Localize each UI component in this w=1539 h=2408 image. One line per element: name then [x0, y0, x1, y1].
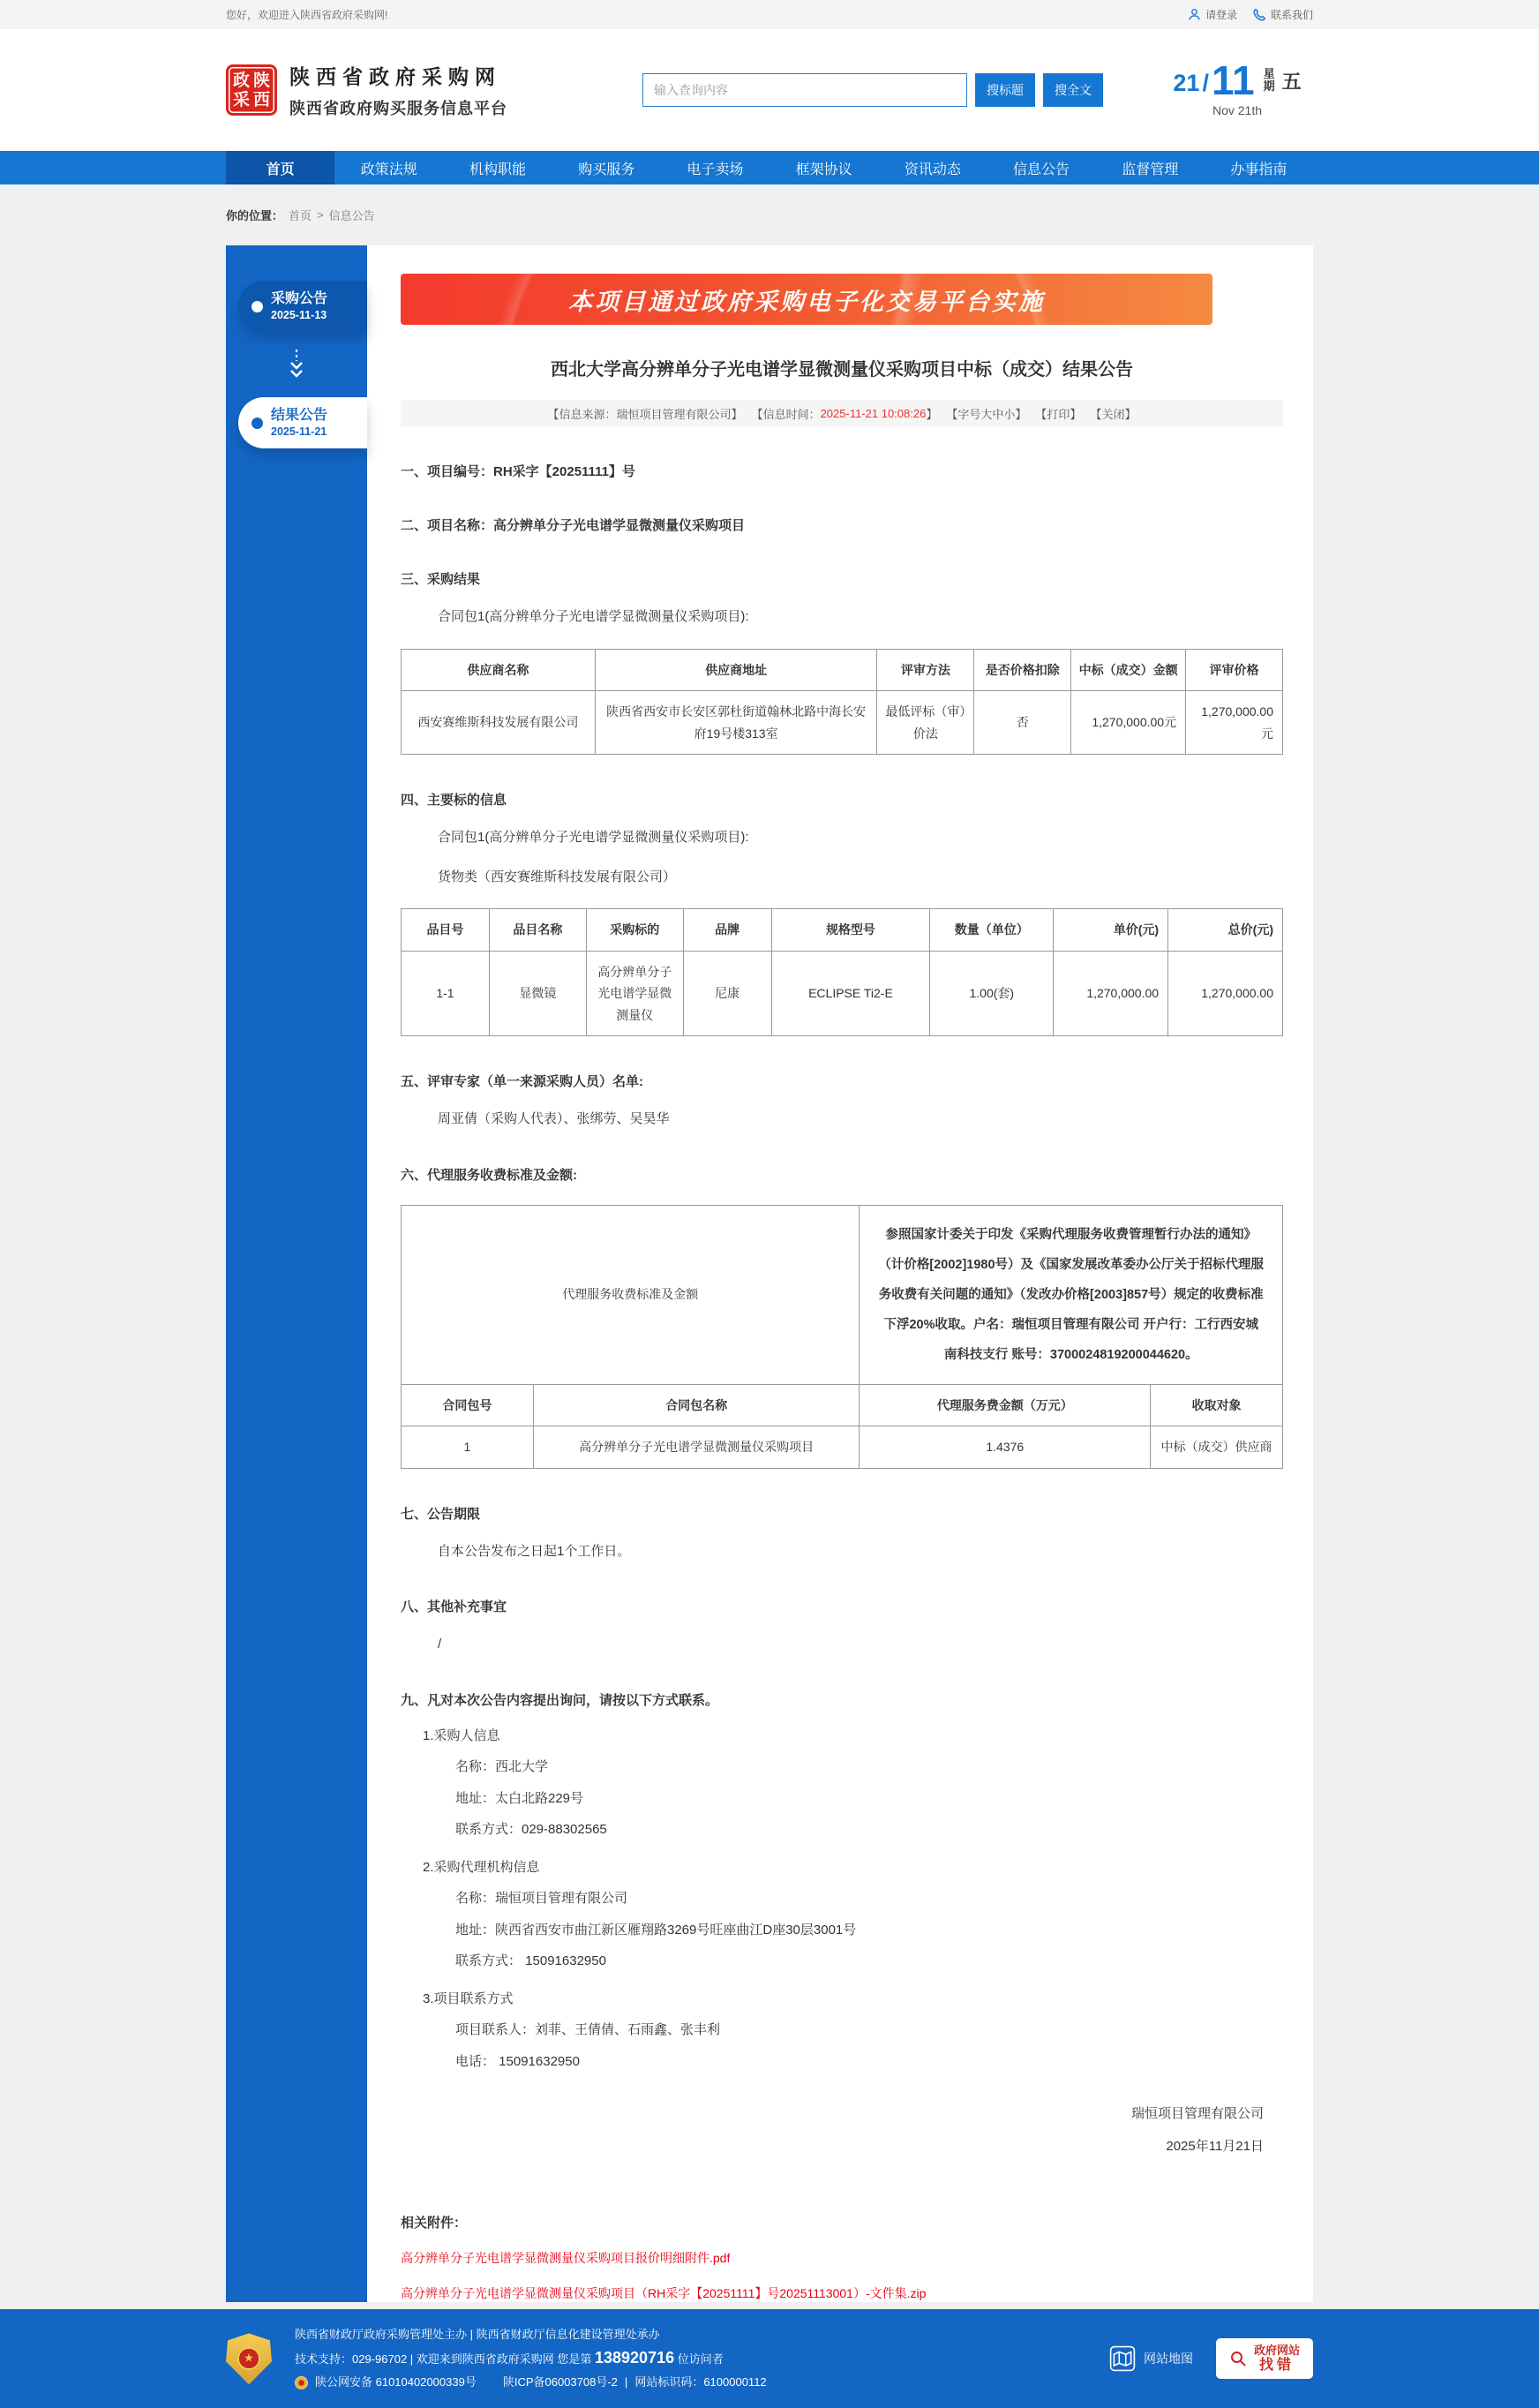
logo-char: 陕 — [252, 71, 270, 90]
public-security-filing-link[interactable]: 陕公网安备 61010402000339号 — [315, 2375, 477, 2389]
nav-item-news[interactable]: 资讯动态 — [904, 162, 961, 177]
nav-item-e-mall[interactable]: 电子卖场 — [687, 162, 744, 177]
footer-divider: | — [624, 2375, 628, 2389]
search-bar — [642, 73, 1103, 107]
step-label: 结果公告 — [271, 407, 328, 423]
breadcrumb-current[interactable]: 信息公告 — [328, 209, 375, 222]
fontsize-large-button[interactable]: 大 — [980, 407, 993, 421]
step-label: 采购公告 — [271, 290, 328, 306]
project-contact-title: 3.项目联系方式 — [423, 1990, 514, 2006]
breadcrumb-label: 你的位置： — [226, 209, 284, 222]
item-header-cell: 采购标的 — [586, 909, 683, 952]
footer-support-line — [295, 2346, 767, 2371]
meta-source: 【信息来源：瑞恒项目管理有限公司】 — [547, 407, 743, 421]
agency-address: 地址：陕西省西安市曲江新区雁翔路3269号旺座曲江D座30层3001号 — [455, 1922, 857, 1938]
nav-item-guide[interactable]: 办事指南 — [1230, 162, 1288, 177]
nav-item-framework[interactable]: 框架协议 — [795, 162, 852, 177]
week-day: 五 — [1281, 70, 1302, 93]
other-matters-text: / — [438, 1637, 442, 1652]
fee-amount-cell: 1.4376 — [860, 1426, 1151, 1469]
item-table-header-row — [402, 909, 1283, 952]
logo-char: 政 — [232, 71, 250, 90]
signature-company: 瑞恒项目管理有限公司 — [1130, 2106, 1264, 2122]
badge-line1: 政府网站 — [1253, 2343, 1300, 2357]
fee-header-cell: 合同包号 — [402, 1384, 534, 1426]
nav-item-policies[interactable]: 政策法规 — [360, 162, 417, 177]
fee-package-no-cell: 1 — [402, 1426, 534, 1469]
date-english: Nov 21th — [1212, 103, 1263, 118]
date-day: 21 — [1173, 69, 1200, 96]
footer-right-block — [1109, 2338, 1313, 2379]
welcome-text: 您好，欢迎进入陕西省政府采购网! — [226, 9, 388, 21]
section-project-name: 二、项目名称：高分辨单分子光电谱学显微测量仪采购项目 — [401, 518, 746, 533]
announcement-meta-bar — [401, 400, 1283, 426]
e-trading-platform-banner: 本项目通过政府采购电子化交易平台实施 — [401, 274, 1212, 325]
site-logo — [226, 64, 277, 116]
item-no-cell: 1-1 — [402, 951, 490, 1036]
nav-item-supervision[interactable]: 监督管理 — [1122, 162, 1179, 177]
nav-item-home[interactable]: 首页 — [226, 151, 334, 184]
nav-item-functions[interactable]: 机构职能 — [469, 162, 527, 177]
item-header-cell: 单价(元) — [1054, 909, 1168, 952]
procurement-subject-cell: 高分辨单分子光电谱学显微测量仪 — [586, 951, 683, 1036]
item-header-cell: 总价(元) — [1168, 909, 1283, 952]
date-slash: / — [1202, 69, 1209, 96]
search-fulltext-button[interactable]: 搜全文 — [1043, 73, 1103, 107]
result-header-cell: 评审价格 — [1186, 649, 1283, 691]
step-dot — [251, 418, 263, 429]
date-month: 11 — [1211, 56, 1255, 103]
site-subtitle: 陕西省政府购买服务信息平台 — [289, 100, 507, 117]
footer-support-text: 技术支持：029-96702 | 欢迎来到陕西省政府采购网 您是第 — [295, 2352, 595, 2367]
section-main-subject-info: 四、主要标的信息 — [401, 793, 507, 808]
nav-item-announcements[interactable]: 信息公告 — [1013, 162, 1070, 177]
section-project-number: 一、项目编号：RH采字【20251111】号 — [401, 464, 635, 479]
badge-line2: 找错 — [1258, 2357, 1295, 2373]
section-experts: 五、评审专家（单一来源采购人员）名单: — [401, 1074, 643, 1089]
site-titles — [289, 61, 507, 119]
meta-fontsize-label: 【字号 — [946, 407, 981, 421]
agency-name: 名称：瑞恒项目管理有限公司 — [455, 1891, 628, 1907]
map-icon — [1109, 2345, 1136, 2372]
site-identifier-code: 网站标识码：6100000112 — [634, 2375, 767, 2389]
breadcrumb — [226, 184, 1313, 245]
result-header-cell: 是否价格扣除 — [974, 649, 1071, 691]
fee-table-description-row — [402, 1205, 1283, 1384]
meta-time-end: 】 — [926, 407, 938, 421]
result-header-cell: 供应商名称 — [402, 649, 596, 691]
supplier-name-cell: 西安赛维斯科技发展有限公司 — [402, 691, 596, 755]
item-header-cell: 数量（单位） — [930, 909, 1054, 952]
breadcrumb-home[interactable]: 首页 — [289, 209, 312, 222]
result-table-header-row — [402, 649, 1283, 691]
visitor-count: 138920716 — [595, 2349, 675, 2367]
footer-visitor-suffix: 位访问者 — [674, 2352, 724, 2367]
meta-time-label: 【信息时间： — [751, 407, 821, 421]
agency-info-title: 2.采购代理机构信息 — [423, 1859, 540, 1875]
fee-package-name-cell: 高分辨单分子光电谱学显微测量仪采购项目 — [533, 1426, 860, 1469]
section-other-matters: 八、其他补充事宜 — [401, 1599, 507, 1615]
evaluated-price-cell: 1,270,000.00元 — [1186, 691, 1283, 755]
announcement-article — [367, 245, 1313, 2302]
main-nav — [0, 151, 1539, 184]
contact-label: 联系我们 — [1270, 9, 1313, 21]
search-title-button[interactable]: 搜标题 — [975, 73, 1035, 107]
agency-phone: 联系方式： 15091632950 — [455, 1953, 606, 1969]
date-widget — [1161, 56, 1313, 118]
site-header — [0, 29, 1539, 151]
total-price-cell: 1,270,000.00 — [1168, 951, 1283, 1036]
contract-package-line: 合同包1(高分辨单分子光电谱学显微测量仪采购项目): — [438, 609, 749, 624]
contact-link[interactable] — [1253, 7, 1313, 22]
item-header-cell: 品目名称 — [489, 909, 586, 952]
section-contact-methods: 九、凡对本次公告内容提出询问，请按以下方式联系。 — [401, 1692, 719, 1708]
topbar — [0, 0, 1539, 29]
fee-table-row — [402, 1426, 1283, 1469]
item-header-cell: 品目号 — [402, 909, 490, 952]
section-notice-period: 七、公告期限 — [401, 1506, 481, 1522]
logo-char: 西 — [252, 90, 270, 109]
breadcrumb-separator: > — [317, 208, 324, 222]
result-header-cell: 中标（成交）金额 — [1071, 649, 1186, 691]
item-header-cell: 规格型号 — [771, 909, 930, 952]
close-button[interactable]: 【关闭】 — [1090, 407, 1137, 421]
fee-label-cell: 代理服务收费标准及金额 — [402, 1205, 860, 1384]
fee-table-header-row — [402, 1384, 1283, 1426]
fee-table — [401, 1205, 1283, 1469]
footer-organizer-line: 陕西省财政厅政府采购管理处主办 | 陕西省财政厅信息化建设管理处承办 — [295, 2328, 660, 2342]
signature-date: 2025年11月21日 — [1166, 2139, 1264, 2155]
signature-block — [401, 2103, 1283, 2155]
unit-price-cell: 1,270,000.00 — [1054, 951, 1168, 1036]
price-deduction-cell: 否 — [974, 691, 1071, 755]
sitemap-label: 网站地图 — [1144, 2352, 1193, 2367]
site-name: 陕西省政府采购网 — [289, 65, 501, 88]
step-date: 2025-11-13 — [271, 309, 327, 322]
footer-text-block — [295, 2323, 767, 2394]
fontsize-small-button[interactable]: 小 — [1003, 407, 1016, 421]
model-cell: ECLIPSE Ti2-E — [771, 951, 930, 1036]
item-table — [401, 908, 1283, 1036]
attachments-title: 相关附件： — [401, 2216, 468, 2231]
step-date: 2025-11-21 — [271, 425, 327, 439]
gov-emblem-icon — [226, 2333, 272, 2384]
attachment-link-pdf[interactable]: 高分辨单分子光电谱学显微测量仪采购项目报价明细附件.pdf — [401, 2251, 731, 2266]
logo-char: 采 — [232, 90, 250, 109]
police-badge-icon — [295, 2376, 308, 2389]
double-chevron-down-icon — [289, 350, 304, 381]
login-link[interactable] — [1188, 7, 1237, 22]
login-label: 请登录 — [1205, 9, 1237, 21]
announcement-title: 西北大学高分辨单分子光电谱学显微测量仪采购项目中标（成交）结果公告 — [551, 360, 1133, 380]
fontsize-medium-button[interactable]: 中 — [992, 407, 1004, 421]
step-dot — [251, 301, 263, 312]
gov-site-error-report-badge[interactable] — [1216, 2338, 1313, 2379]
fee-header-cell: 代理服务费金额（万元） — [860, 1384, 1151, 1426]
print-button[interactable]: 【打印】 — [1035, 407, 1082, 421]
item-table-row — [402, 951, 1283, 1036]
meta-time: 2025-11-21 10:08:26 — [820, 406, 927, 420]
project-contact-phone: 电话： 15091632950 — [455, 2053, 580, 2069]
search-input[interactable] — [642, 73, 967, 107]
purchaser-address: 地址：太白北路229号 — [455, 1790, 584, 1806]
experts-names: 周亚倩（采购人代表）、张绑劳、吴昊华 — [438, 1111, 670, 1126]
phone-icon — [1253, 8, 1266, 21]
announcement-timeline-sidebar — [226, 245, 367, 2302]
attachment-link-zip[interactable]: 高分辨单分子光电谱学显微测量仪采购项目（RH采字【20251111】号20251113001）-文件集.zip — [401, 2286, 927, 2301]
result-header-cell: 评审方法 — [877, 649, 974, 691]
breadcrumb-row — [0, 184, 1539, 245]
goods-category-line: 货物类（西安赛维斯科技发展有限公司） — [438, 869, 677, 884]
purchaser-name: 名称：西北大学 — [455, 1759, 549, 1775]
fee-payer-cell: 中标（成交）供应商 — [1151, 1426, 1283, 1469]
supplier-address-cell: 陕西省西安市长安区郭杜街道翰林北路中海长安府19号楼313室 — [595, 691, 877, 755]
section-procurement-result: 三、采购结果 — [401, 572, 481, 587]
site-footer — [0, 2309, 1539, 2408]
fee-description-cell: 参照国家计委关于印发《采购代理服务收费管理暂行办法的通知》（计价格[2002]1980号）及《国家发展改革委办公厅关于招标代理服务收费有关问题的通知》（发改办价格[2003]857号）规定的收费标准下浮20%收取。户名：瑞恒项目管理有限公司 开户行：工行西安城南科技支行 账号：3700024819200044620。 — [860, 1205, 1283, 1384]
item-name-cell: 显微镜 — [489, 951, 586, 1036]
timeline-step-procurement-notice[interactable] — [238, 281, 367, 332]
person-icon — [1188, 8, 1201, 21]
week-label: 星期 — [1263, 66, 1275, 94]
purchaser-phone: 联系方式：029-88302565 — [455, 1822, 607, 1838]
fee-header-cell: 收取对象 — [1151, 1384, 1283, 1426]
meta-fontsize-end: 】 — [1015, 407, 1027, 421]
item-header-cell: 品牌 — [683, 909, 771, 952]
topbar-links — [1188, 7, 1313, 22]
quantity-cell: 1.00(套) — [930, 951, 1054, 1036]
evaluation-method-cell: 最低评标（审）价法 — [877, 691, 974, 755]
content-card — [226, 245, 1313, 2302]
notice-period-text: 自本公告发布之日起1个工作日。 — [438, 1543, 631, 1559]
result-table-row — [402, 691, 1283, 755]
award-amount-cell: 1,270,000.00元 — [1071, 691, 1186, 755]
contract-package-line: 合同包1(高分辨单分子光电谱学显微测量仪采购项目): — [438, 830, 749, 845]
icp-filing-link[interactable]: 陕ICP备06003708号-2 — [502, 2375, 618, 2389]
result-table — [401, 649, 1283, 756]
fee-header-cell: 合同包名称 — [533, 1384, 860, 1426]
timeline-step-result-notice[interactable] — [238, 397, 367, 448]
magnifier-icon — [1229, 2350, 1247, 2367]
nav-item-purchase-services[interactable]: 购买服务 — [578, 162, 635, 177]
brand-cell: 尼康 — [683, 951, 771, 1036]
project-contact-persons: 项目联系人：刘菲、王倩倩、石雨鑫、张丰利 — [455, 2022, 721, 2038]
purchaser-info-title: 1.采购人信息 — [423, 1727, 500, 1743]
result-header-cell: 供应商地址 — [595, 649, 877, 691]
footer-registration-line — [295, 2371, 767, 2394]
sitemap-link[interactable] — [1109, 2345, 1193, 2372]
section-agency-fee: 六、代理服务收费标准及金额: — [401, 1167, 577, 1183]
